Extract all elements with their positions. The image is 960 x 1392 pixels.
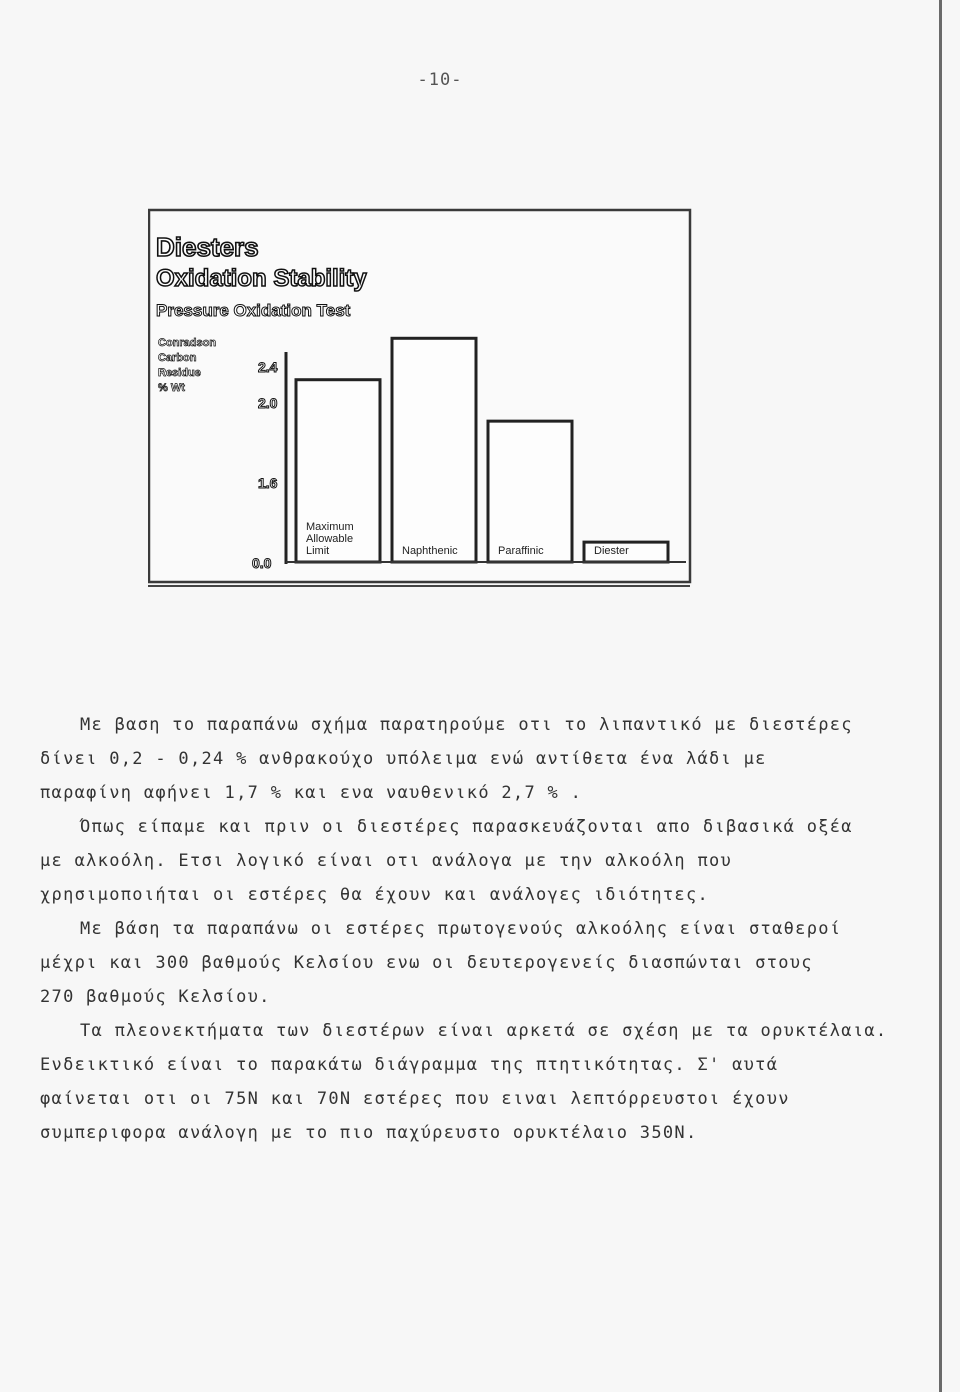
paragraph [40,912,920,1014]
figure-svg [148,208,692,588]
bar-category-label: Diester [594,545,629,557]
text-line: χρησιμοποιήται οι εστέρες θα έχουν και ανάλογες ιδιότητες. [40,885,710,905]
body-text [40,708,920,1150]
bar [488,421,572,562]
text-line: δίνει 0,2 - 0,24 % ανθρακούχο υπόλειμα ενώ αντίθετα ένα λάδι με [40,749,767,769]
paragraph [40,810,920,912]
text-line: μέχρι και 300 βαθμούς Κελσίου ενω οι δευτερογενείς διασπώνται στους [40,953,813,973]
text-line: Ενδεικτικό είναι το παρακάτω διάγραμμα της πτητικότητας. Σ' αυτά [40,1055,779,1075]
text-line: με αλκοόλη. Ετσι λογικό είναι οτι ανάλογα με την αλκοόλη που [40,851,733,871]
text-line: Με βαση το παραπάνω σχήμα παρατηρούμε οτι το λιπαντικό με διεστέρες [80,715,853,735]
figure-title-line2: Oxidation Stability [156,265,367,292]
bar-category-label: Limit [306,545,330,557]
y-tick-label: 1.6 [258,475,278,491]
text-line: 270 βαθμούς Κελσίου. [40,987,271,1007]
bar-category-label: Allowable [306,533,354,545]
text-line: συμπεριφορα ανάλογη με το πιο παχύρευστο ορυκτέλαιο 350Ν. [40,1123,698,1143]
y-axis-title-line: Conradson [158,337,217,349]
y-axis-title-line: % Wt [158,382,185,394]
paragraph [40,708,920,810]
text-line: Με βάση τα παραπάνω οι εστέρες πρωτογενούς αλκοόλης είναι σταθεροί [80,919,842,939]
y-tick-label: 2.4 [258,359,278,375]
page-edge-rule [939,0,942,1392]
bar [392,338,476,562]
y-axis-title-line: Carbon [158,352,197,364]
figure-title-line1: Diesters [156,232,259,262]
text-line: φαίνεται οτι οι 75Ν και 70Ν εστέρες που ειναι λεπτόρρευστοι έχουν [40,1089,790,1109]
bar-category-label: Paraffinic [498,545,544,557]
text-line: παραφίνη αφήνει 1,7 % και ενα ναυθενικό 2,7 % . [40,783,583,803]
text-line: Όπως είπαμε και πριν οι διεστέρες παρασκευάζονται απο διβασικά οξέα [80,817,853,837]
text-line: Τα πλεονεκτήματα των διεστέρων είναι αρκετά σε σχέση με τα ορυκτέλαια. [80,1021,888,1041]
y-tick-label: 2.0 [258,395,278,411]
figure-subtitle: Pressure Oxidation Test [156,301,351,320]
bar-category-label: Naphthenic [402,545,458,557]
bar-category-label: Maximum [306,521,354,533]
y-axis-title-line: Residue [158,367,201,379]
oxidation-stability-figure [148,208,692,588]
page-number: -10- [417,70,463,90]
paragraph [40,1014,920,1150]
y-tick-label: 0.0 [252,555,272,571]
